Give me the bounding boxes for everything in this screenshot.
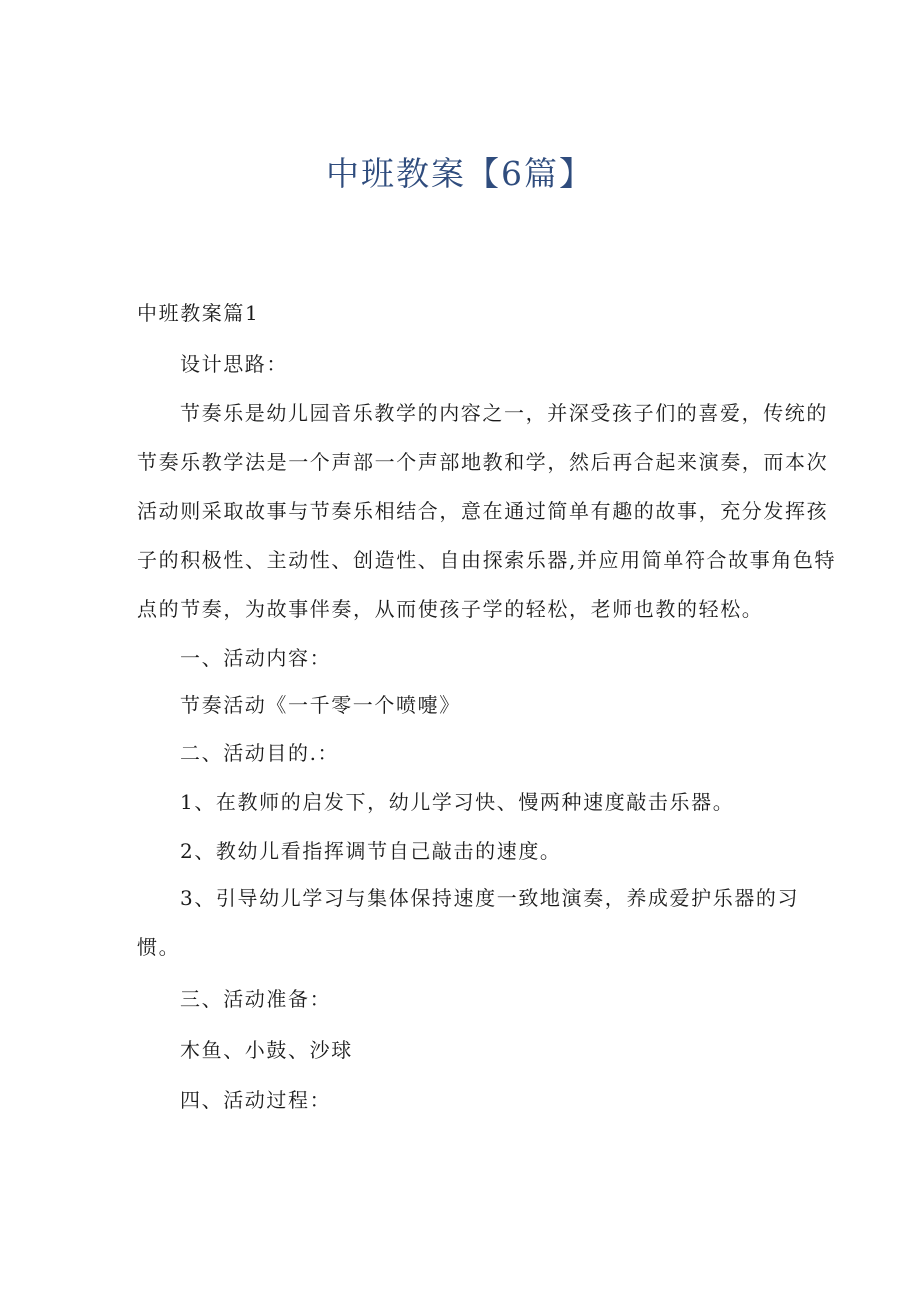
document-title: 中班教案【6篇】	[326, 154, 594, 193]
paragraph-line: 节奏活动《一千零一个喷嚏》	[180, 693, 461, 717]
paragraph-line: 子的积极性、主动性、创造性、自由探索乐器,并应用简单符合故事角色特	[137, 548, 837, 572]
paragraph-line: 点的节奏，为故事伴奏，从而使孩子学的轻松，老师也教的轻松。	[137, 597, 764, 621]
paragraph-line: 节奏乐教学法是一个声部一个声部地教和学，然后再合起来演奏，而本次	[137, 450, 829, 474]
paragraph-line: 惯。	[137, 935, 181, 959]
paragraph-line: 木鱼、小鼓、沙球	[180, 1038, 353, 1062]
paragraph-line: 1、在教师的启发下，幼儿学习快、慢两种速度敲击乐器。	[180, 790, 735, 814]
paragraph-line: 2、教幼儿看指挥调节自己敲击的速度。	[180, 839, 562, 863]
paragraph-line: 3、引导幼儿学习与集体保持速度一致地演奏，养成爱护乐器的习	[180, 886, 800, 910]
paragraph-line: 活动则采取故事与节奏乐相结合，意在通过简单有趣的故事，充分发挥孩	[137, 499, 829, 523]
paragraph-line: 三、活动准备：	[180, 987, 332, 1011]
paragraph-line: 二、活动目的.：	[180, 741, 340, 765]
paragraph-line: 设计思路：	[180, 352, 288, 376]
paragraph-line: 节奏乐是幼儿园音乐教学的内容之一，并深受孩子们的喜爱，传统的	[180, 401, 828, 425]
section-heading: 中班教案篇1	[137, 301, 260, 325]
paragraph-line: 四、活动过程：	[180, 1088, 332, 1112]
paragraph-line: 一、活动内容：	[180, 646, 332, 670]
